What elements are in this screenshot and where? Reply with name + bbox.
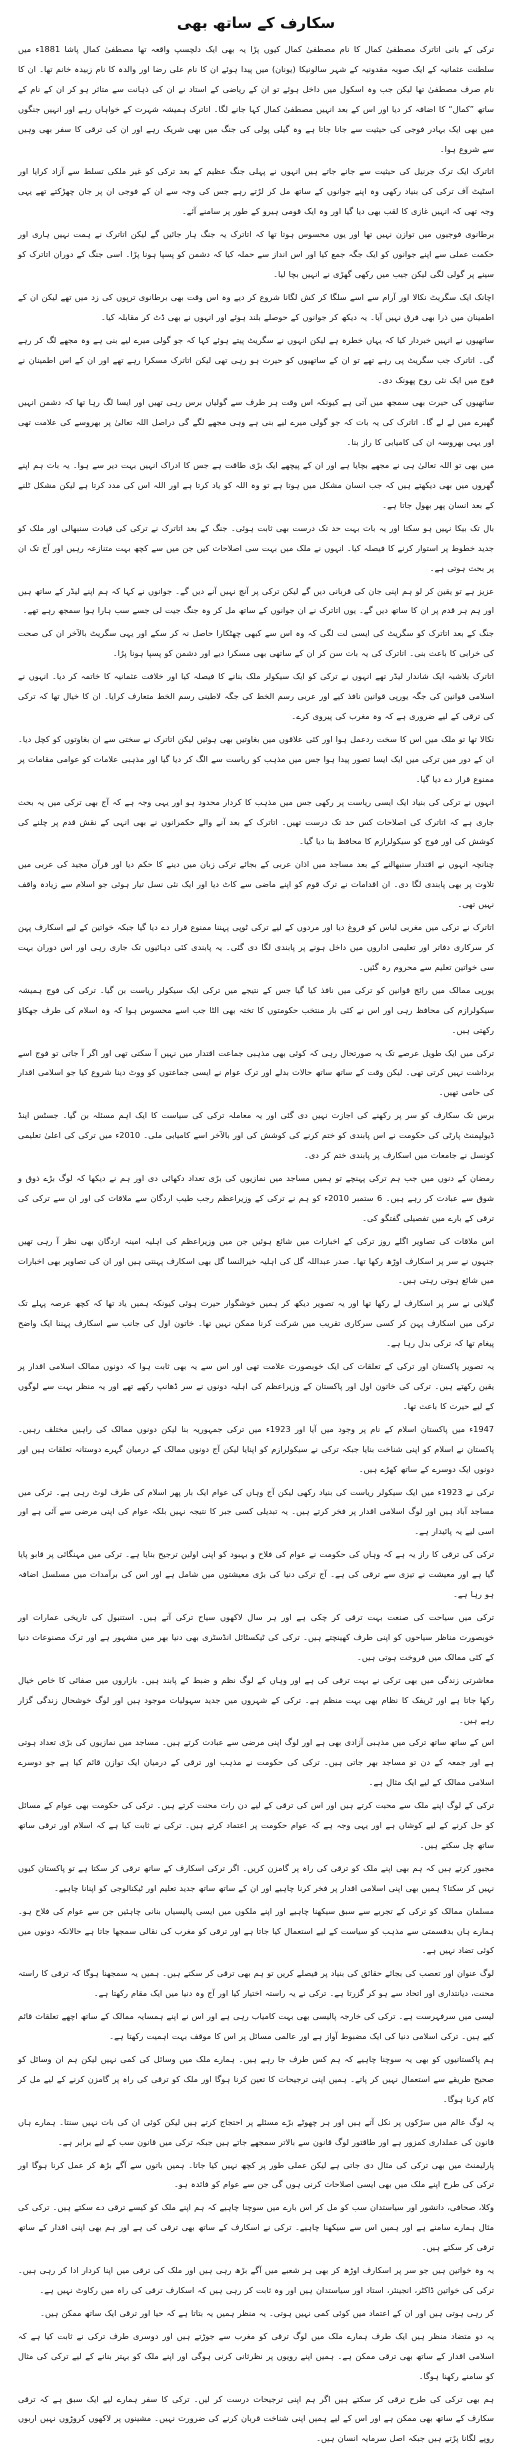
article-paragraph: اتاترک بلاشبہ ایک شاندار لیڈر تھے انہوں نے ترکی کو ایک سیکولر ملک بنانے کا فیصلہ کیا اور خلافت عثمانیہ کا خاتمہ کر دیا۔ انہوں نے اسلامی قوانین کی جگہ یورپی قوانین نافذ کیے اور عربی رسم الخط کی جگہ لاطینی رسم الخط متعارف کرایا۔ ان کا خیال تھا کہ ترکی کی ترقی کے لیے ضروری ہے کہ وہ مغرب کی پیروی کرے۔ (18, 671, 494, 721)
article-paragraph: معاشرتی زندگی میں بھی ترکی نے بہت ترقی کی ہے اور وہاں کے لوگ نظم و ضبط کے پابند ہیں۔ بازاروں میں صفائی کا خاص خیال رکھا جاتا ہے اور ٹریفک کا نظام بھی بہت منظم ہے۔ ترکی کے شہروں میں جدید سہولیات موجود ہیں اور لوگ خوشحال زندگی گزار رہے ہیں۔ (18, 1674, 494, 1725)
article-paragraph: اچانک ایک سگریٹ نکالا اور آرام سے اسے سلگا کر کش لگانا شروع کر دیے وہ اس وقت بھی برطانوی ترپوں کی زد میں تھے لیکن ان کے اطمینان میں ذرا بھی فرق نہیں آیا۔ یہ دیکھ کر جوانوں کے حوصلے بلند ہوئے اور انہوں نے بھی ڈٹ کر مقابلہ کیا۔ (18, 291, 494, 322)
article-paragraph: ہم بھی ترکی کی طرح ترقی کر سکتے ہیں اگر ہم اپنی ترجیحات درست کر لیں۔ ترکی کا سفر ہمارے لیے ایک سبق ہے کہ ترقی سکارف کے ساتھ بھی ممکن ہے اور اس کے لیے ہمیں اپنی شناخت قربان کرنے کی ضرورت نہیں۔ مشینوں پر لاکھوں کروڑوں نہیں اربوں روپے لگانا پڑتے ہیں جبکہ اصل سرمایہ انسان ہیں۔ (18, 2393, 494, 2444)
article-paragraph: اس کے ساتھ ساتھ ترکی میں مذہبی آزادی بھی ہے اور لوگ اپنی مرضی سے عبادت کرتے ہیں۔ مساجد میں نمازیوں کی بڑی تعداد ہوتی ہے اور جمعہ کے دن تو مساجد بھر جاتی ہیں۔ ترکی کی حکومت نے مذہب اور ترقی کے درمیان ایک توازن قائم کیا ہے جو دوسرے اسلامی ممالک کے لیے ایک مثال ہے۔ (18, 1737, 494, 1788)
article-paragraph: یہ وہ خواتین ہیں جو سر پر اسکارف اوڑھ کر بھی ہر شعبے میں آگے بڑھ رہی ہیں اور ملک کی ترقی میں اپنا کردار ادا کر رہی ہیں۔ ترکی کی خواتین ڈاکٹر، انجینئر، استاد اور سیاستدان ہیں اور وہ ثابت کر رہی ہیں کہ اسکارف ترقی کی راہ میں رکاوٹ نہیں ہے۔ (18, 2265, 494, 2295)
article-paragraph: پارلیمنٹ میں بھی ترکی کی مثال دی جاتی ہے لیکن عملی طور پر کچھ نہیں کیا جاتا۔ ہمیں باتوں سے آگے بڑھ کر عمل کرنا ہوگا اور ترکی کی طرح اپنے ملک میں بھی ایسی اصلاحات کرنی ہوں گی جن سے عوام کو فائدہ ہو۔ (18, 2159, 494, 2190)
article-body (18, 40, 494, 2449)
article-paragraph: چنانچہ انہوں نے اقتدار سنبھالنے کے بعد مساجد میں اذان عربی کے بجائے ترکی زبان میں دینے کا حکم دیا اور قرآن مجید کی عربی میں تلاوت پر بھی پابندی لگا دی۔ ان اقدامات نے ترک قوم کو اپنے ماضی سے کاٹ دیا اور ایک نئی نسل تیار ہوئی جو اسلام سے زیادہ واقف نہیں تھی۔ (18, 859, 494, 910)
article-paragraph: ساتھیوں کی حیرت بھی سمجھ میں آتی ہے کیونکہ اس وقت ہر طرف سے گولیاں برس رہی تھیں اور ایسا لگ رہا تھا کہ دشمن انہیں گھیرے میں لے لے گا۔ اتاترک کی یہ بات کہ جو گولی میرے لیے بنی ہے وہی مجھے لگے گی دراصل اللہ تعالیٰ پر بھروسے کی علامت تھی اور یہی بھروسہ ان کی کامیابی کا راز بنا۔ (18, 397, 494, 448)
article-paragraph: یہ تصویر پاکستان اور ترکی کے تعلقات کی ایک خوبصورت علامت تھی اور اس سے یہ بھی ثابت ہوا کہ دونوں ممالک اسلامی اقدار پر یقین رکھتے ہیں۔ ترکی کی خاتون اول اور پاکستان کے وزیراعظم کی اہلیہ دونوں نے سر ڈھانپ رکھے تھے اور یہ منظر بہت سے لوگوں کے لیے حیرت کا باعث تھا۔ (18, 1361, 494, 1411)
article-paragraph: یورپی ممالک میں رائج قوانین کو ترکی میں نافذ کیا گیا جس کے نتیجے میں ترکی ایک سیکولر ریاست بن گیا۔ ترکی کی فوج ہمیشہ سیکولرازم کی محافظ رہی اور اس نے کئی بار منتخب حکومتوں کا تختہ بھی الٹا جب اسے محسوس ہوا کہ وہ اسلام کی طرف جھکاؤ رکھتی ہیں۔ (18, 984, 494, 1035)
article-paragraph: مجبور کرتے ہیں کہ ہم بھی اپنے ملک کو ترقی کی راہ پر گامزن کریں۔ اگر ترکی اسکارف کے ساتھ ترقی کر سکتا ہے تو پاکستان کیوں نہیں کر سکتا؟ ہمیں بھی اپنی اسلامی اقدار پر فخر کرنا چاہیے اور ان کے ساتھ ساتھ جدید تعلیم اور ٹیکنالوجی کو اپنانا چاہیے۔ (18, 1862, 494, 1893)
article-paragraph: ترکی نے 1923ء میں ایک سیکولر ریاست کی بنیاد رکھی لیکن آج وہاں کی عوام ایک بار پھر اسلام کی طرف لوٹ رہی ہے۔ ترکی میں مساجد آباد ہیں اور لوگ اسلامی اقدار پر فخر کرتے ہیں۔ یہ تبدیلی کسی جبر کا نتیجہ نہیں بلکہ عوام کی اپنی مرضی سے آئی ہے اور اسی لیے یہ پائیدار ہے۔ (18, 1486, 494, 1537)
article-paragraph: یہ لوگ عالم میں سڑکوں پر نکل آتے ہیں اور ہر چھوٹے بڑے مسئلے پر احتجاج کرتے ہیں لیکن کوئی ان کی بات نہیں سنتا۔ ہمارے ہاں قانون کی عملداری کمزور ہے اور طاقتور لوگ قانون سے بالاتر سمجھے جاتے ہیں جبکہ ترکی میں قانون سب کے لیے برابر ہے۔ (18, 2116, 494, 2147)
article-paragraph: مسلمان ممالک کو ترکی کے تجربے سے سبق سیکھنا چاہیے اور اپنے ملکوں میں ایسی پالیسیاں بنانی چاہئیں جن سے عوام کی فلاح ہو۔ ہمارے ہاں بدقسمتی سے مذہب کو سیاست کے لیے استعمال کیا جاتا ہے اور ترقی کو مغرب کی نقالی سمجھا جاتا ہے حالانکہ دونوں میں کوئی تضاد نہیں ہے۔ (18, 1905, 494, 1956)
article-paragraph: لیسی میں سرفہرست ہے۔ ترکی کی خارجہ پالیسی بھی بہت کامیاب رہی ہے اور اس نے اپنے ہمسایہ ممالک کے ساتھ اچھے تعلقات قائم کیے ہیں۔ ترکی اسلامی دنیا کی ایک مضبوط آواز ہے اور عالمی مسائل پر اس کا موقف بہت اہمیت رکھتا ہے۔ (18, 2011, 494, 2042)
article-headline: سکارف کے ساتھ بھی (176, 14, 336, 32)
article-paragraph: رمضان کے دنوں میں جب ہم ترکی پہنچے تو ہمیں مساجد میں نمازیوں کی بڑی تعداد دکھائی دی اور ہم نے دیکھا کہ لوگ بڑے ذوق و شوق سے عبادت کر رہے ہیں۔ 6 ستمبر 2010ء کو ہم نے ترکی کے وزیراعظم رجب طیب اردگان سے ملاقات کی اور ان سے ترکی کی ترقی کے بارے میں تفصیلی گفتگو کی۔ (18, 1172, 494, 1223)
article-paragraph: اتاترک نے ترکی میں مغربی لباس کو فروغ دیا اور مردوں کے لیے ترکی ٹوپی پہننا ممنوع قرار دے دیا گیا جبکہ خواتین کے لیے اسکارف پہن کر سرکاری دفاتر اور تعلیمی اداروں میں داخل ہونے پر پابندی لگا دی گئی۔ یہ پابندی کئی دہائیوں تک جاری رہی اور اس دوران بہت سی خواتین تعلیم سے محروم رہ گئیں۔ (18, 922, 494, 972)
article-paragraph: ترکی کی ترقی کا راز یہ ہے کہ وہاں کی حکومت نے عوام کی فلاح و بہبود کو اپنی اولین ترجیح بنایا ہے۔ ترکی میں مہنگائی پر قابو پایا گیا ہے اور معیشت نے تیزی سے ترقی کی ہے۔ آج ترکی دنیا کی بڑی معیشتوں میں شامل ہے اور اس کی برآمدات میں مسلسل اضافہ ہو رہا ہے۔ (18, 1549, 494, 1600)
article-paragraph: بال تک بیکا نہیں ہو سکتا اور یہ بات بہت حد تک درست بھی ثابت ہوئی۔ جنگ کے بعد اتاترک نے ترکی کی قیادت سنبھالی اور ملک کو جدید خطوط پر استوار کرنے کا فیصلہ کیا۔ انہوں نے ملک میں بہت سی اصلاحات کیں جن میں سے کچھ بہت متنازعہ رہیں اور آج تک ان پر بحث ہوتی ہے۔ (18, 522, 494, 573)
article-paragraph: برس تک سکارف کو سر پر رکھنے کی اجازت نہیں دی گئی اور یہ معاملہ ترکی کی سیاست کا ایک اہم مسئلہ بن گیا۔ جسٹس اینڈ ڈیولپمنٹ پارٹی کی حکومت نے اس پابندی کو ختم کرنے کی کوشش کی اور بالآخر اسے کامیابی ملی۔ 2010ء میں ترکی کی اعلیٰ تعلیمی کونسل نے جامعات میں اسکارف پر پابندی ختم کر دی۔ (18, 1110, 494, 1161)
article-paragraph: انہوں نے ترکی کی بنیاد ایک ایسی ریاست پر رکھی جس میں مذہب کا کردار محدود ہو اور یہی وجہ ہے کہ آج بھی ترکی میں یہ بحث جاری ہے کہ اتاترک کی اصلاحات کس حد تک درست تھیں۔ اتاترک کے بعد آنے والے حکمرانوں نے بھی انہی کے نقش قدم پر چلنے کی کوشش کی اور فوج کو سیکولرازم کا محافظ بنا دیا گیا۔ (18, 796, 494, 847)
article-paragraph: اتاترک ایک ترک جرنیل کی حیثیت سے جانے جاتے ہیں انہوں نے پہلی جنگ عظیم کے بعد ترکی کو غیر ملکی تسلط سے آزاد کرایا اور اسٹیٹ آف ترکی کی بنیاد رکھی وہ اپنے جوانوں کے ساتھ مل کر لڑتے رہے جس کی وجہ سے ان کے فوجی ان پر جان چھڑکتے تھے یہی وجہ تھی کہ انہیں غازی کا لقب بھی دیا گیا اور وہ ایک قومی ہیرو کے طور پر سامنے آئے۔ (18, 166, 494, 217)
article-paragraph: برطانوی فوجیوں میں توازن نہیں تھا اور یوں محسوس ہوتا تھا کہ اتاترک یہ جنگ ہار جائیں گے لیکن اتاترک نے ہمت نہیں ہاری اور حکمت عملی سے اپنے جوانوں کو ایک جگہ جمع کیا اور اس انداز سے حملہ کیا کہ دشمن کو پسپا ہونا پڑا۔ اسی جنگ کے دوران اتاترک کو سینے پر گولی لگی لیکن جیب میں رکھی گھڑی نے انہیں بچا لیا۔ (18, 229, 494, 279)
article-paragraph: 1947ء میں پاکستان اسلام کے نام پر وجود میں آیا اور 1923ء میں ترکی جمہوریہ بنا لیکن دونوں ممالک کی راہیں مختلف رہیں۔ پاکستان نے اسلام کو اپنی شناخت بنایا جبکہ ترکی نے سیکولرازم کو اپنایا لیکن آج دونوں ممالک کے درمیان گہرے دوستانہ تعلقات ہیں اور دونوں ایک دوسرے کے ساتھ کھڑے ہیں۔ (18, 1423, 494, 1474)
article-paragraph: لوگ عنوان اور تعصب کی بجائے حقائق کی بنیاد پر فیصلے کریں تو ہم بھی ترقی کر سکتے ہیں۔ ہمیں یہ سمجھنا ہوگا کہ ترقی کا راستہ محنت، دیانتداری اور اتحاد سے ہو کر گزرتا ہے۔ ترکی نے یہ راستہ اختیار کیا اور آج وہ دنیا میں ایک مقام رکھتا ہے۔ (18, 1968, 494, 1999)
article-paragraph: ترکی میں سیاحت کی صنعت بہت ترقی کر چکی ہے اور ہر سال لاکھوں سیاح ترکی آتے ہیں۔ استنبول کی تاریخی عمارات اور خوبصورت مناظر سیاحوں کو اپنی طرف کھینچتے ہیں۔ ترکی کی ٹیکسٹائل انڈسٹری بھی دنیا بھر میں مشہور ہے اور ترک مصنوعات دنیا کے کئی ممالک میں فروخت ہوتی ہیں۔ (18, 1611, 494, 1662)
article-paragraph: یہ دو متضاد منظر ہیں ایک طرف ہمارے ملک میں لوگ ترقی کو مغرب سے جوڑتے ہیں اور دوسری طرف ترکی نے ثابت کیا ہے کہ اسلامی اقدار کے ساتھ بھی ترقی ممکن ہے۔ ہمیں اپنے رویوں پر نظرثانی کرنی ہوگی اور اپنے ملک کو بہتر بنانے کے لیے ترکی کی مثال کو سامنے رکھنا ہوگا۔ (18, 2330, 494, 2381)
article-paragraph: ترکی میں ایک طویل عرصے تک یہ صورتحال رہی کہ کوئی بھی مذہبی جماعت اقتدار میں نہیں آ سکتی تھی اور اگر آ جاتی تو فوج اسے برداشت نہیں کرتی تھی۔ لیکن وقت کے ساتھ ساتھ حالات بدلے اور ترک عوام نے ایسی جماعتوں کو ووٹ دینا شروع کیا جو اسلامی اقدار کی حامی تھیں۔ (18, 1047, 494, 1098)
article-paragraph: ترکی کے بانی اتاترک مصطفیٰ کمال کا نام مصطفیٰ کمال کیوں پڑا یہ بھی ایک دلچسپ واقعہ تھا مصطفیٰ کمال پاشا 1881ء میں سلطنت عثمانیہ کے ایک صوبہ مقدونیہ کے شہر سالونیکا (یونان) میں پیدا ہوئے ان کا نام علی رضا اور والدہ کا نام زبیدہ خانم تھا۔ ان کا نام صرف مصطفیٰ تھا لیکن جب وہ اسکول میں داخل ہوئے تو ان کے ریاضی کے استاد نے ان کی ذہانت سے متاثر ہو کر ان کے نام کے ساتھ ”کمال“ کا اضافہ کر دیا اور اس کے بعد انہیں مصطفیٰ کمال کہا جانے لگا۔ اتاترک ہمیشہ شہرت کے خواہاں رہے اور انہیں جنگوں میں بھی ایک بہادر فوجی کی حیثیت سے جانا جاتا ہے وہ گیلی پولی کی جنگ میں بھی شریک رہے اور ان کی ترقی کا سفر بھی وہیں سے شروع ہوا۔ (18, 44, 494, 154)
article-paragraph: گیلانی نے سر پر اسکارف لے رکھا تھا اور یہ تصویر دیکھ کر ہمیں خوشگوار حیرت ہوئی کیونکہ ہمیں یاد تھا کہ کچھ عرصہ پہلے تک ترکی میں اسکارف پہن کر کسی سرکاری تقریب میں شرکت کرنا ممکن نہیں تھا۔ خاتون اول کی جانب سے اسکارف پہننا ایک واضح پیغام تھا کہ ترکی بدل رہا ہے۔ (18, 1298, 494, 1349)
article-paragraph: نکالا تھا تو ملک میں اس کا سخت ردعمل ہوا اور کئی علاقوں میں بغاوتیں بھی ہوئیں لیکن اتاترک نے سختی سے ان بغاوتوں کو کچل دیا۔ ان کے دور میں ترکی میں ایک ایسا تصور پیدا ہوا جس میں مذہب کو ریاست سے الگ کر دیا گیا اور مذہبی علامات کو عوامی مقامات پر ممنوع قرار دے دیا گیا۔ (18, 733, 494, 784)
article-paragraph: کر رہی ہوتی ہیں اور ان کے اعتماد میں کوئی کمی نہیں ہوتی۔ یہ منظر ہمیں یہ بتاتا ہے کہ حیا اور ترقی ایک ساتھ ممکن ہیں۔ (40, 2307, 494, 2318)
article-paragraph: ساتھیوں نے انہیں خبردار کیا کہ یہاں خطرہ ہے لیکن انہوں نے سگریٹ پیتے ہوئے کہا کہ جو گولی میرے لیے بنی ہے وہ مجھے لگ کر رہے گی۔ اتاترک جب سگریٹ پی رہے تھے تو ان کے ساتھیوں کو حیرت ہو رہی تھی لیکن اتاترک مسکرا رہے تھے اور ان کے اس اطمینان نے فوج میں ایک نئی روح پھونک دی۔ (18, 334, 494, 385)
article-paragraph: جنگ کے بعد اتاترک کو سگریٹ کی ایسی لت لگی کہ وہ اس سے کبھی چھٹکارا حاصل نہ کر سکے اور یہی سگریٹ بالآخر ان کی صحت کی خرابی کا باعث بنی۔ اتاترک کی یہ بات سن کر ان کے ساتھی بھی مسکرا دیے اور دشمن کو پسپا ہونا پڑا۔ (18, 628, 494, 659)
article-paragraph: میں بھی تو اللہ تعالیٰ ہی نے مجھے بچایا ہے اور ان کے پیچھے ایک بڑی طاقت ہے جس کا ادراک انہیں بہت دیر سے ہوا۔ یہ بات ہم اپنے گھروں میں بھی دیکھتے ہیں کہ جب انسان مشکل میں ہوتا ہے تو وہ اللہ کو یاد کرتا ہے اور اللہ اس کی مدد کرتا ہے لیکن مشکل ٹلنے کے بعد انسان پھر بھول جاتا ہے۔ (18, 460, 494, 510)
article-paragraph: وکلا، صحافی، دانشور اور سیاستدان سب کو مل کر اس بارے میں سوچنا چاہیے کہ ہم اپنے ملک کو کیسے ترقی دے سکتے ہیں۔ ترکی کی مثال ہمارے سامنے ہے اور ہمیں اس سے سیکھنا چاہیے۔ ترکی نے اسکارف کے ساتھ بھی ترقی کی ہے اور ہم بھی اپنی اقدار کے ساتھ ترقی کر سکتے ہیں۔ (18, 2202, 494, 2253)
article-paragraph: ہم پاکستانیوں کو بھی یہ سوچنا چاہیے کہ ہم کس طرف جا رہے ہیں۔ ہمارے ملک میں وسائل کی کمی نہیں لیکن ہم ان وسائل کو صحیح طریقے سے استعمال نہیں کر پاتے۔ ہمیں اپنی ترجیحات کا تعین کرنا ہوگا اور ملک کو ترقی کی راہ پر گامزن کرنے کے لیے مل کر کام کرنا ہوگا۔ (18, 2054, 494, 2104)
article-paragraph: ترکی کے لوگ اپنے ملک سے محبت کرتے ہیں اور اس کی ترقی کے لیے دن رات محنت کرتے ہیں۔ ترکی کی حکومت بھی عوام کے مسائل کو حل کرنے کے لیے کوشاں ہے اور یہی وجہ ہے کہ عوام حکومت پر اعتماد کرتے ہیں۔ ترکی نے ثابت کیا ہے کہ اسلام اور ترقی ساتھ ساتھ چل سکتے ہیں۔ (18, 1800, 494, 1850)
article-paragraph: عزیز ہے تو یقین کر لو ہم اپنی جان کی قربانی دیں گے لیکن ترکی پر آنچ نہیں آنے دیں گے۔ جوانوں نے کہا کہ ہم اپنے لیڈر کے ساتھ ہیں اور ہم ہر قدم پر ان کا ساتھ دیں گے۔ یوں اتاترک نے ان جوانوں کے ساتھ مل کر وہ جنگ جیت لی جسے سب ہارا ہوا سمجھ رہے تھے۔ (18, 585, 494, 616)
article-paragraph: اس ملاقات کی تصاویر اگلے روز ترکی کے اخبارات میں شائع ہوئیں جن میں وزیراعظم کی اہلیہ امینہ اردگان بھی نظر آ رہی تھیں جنہوں نے سر پر اسکارف اوڑھ رکھا تھا۔ صدر عبداللہ گل کی اہلیہ خیرالنسا گل بھی اسکارف پہنتی ہیں اور ان کی تصاویر بھی اخبارات میں شائع ہوتی رہتی ہیں۔ (18, 1235, 494, 1286)
